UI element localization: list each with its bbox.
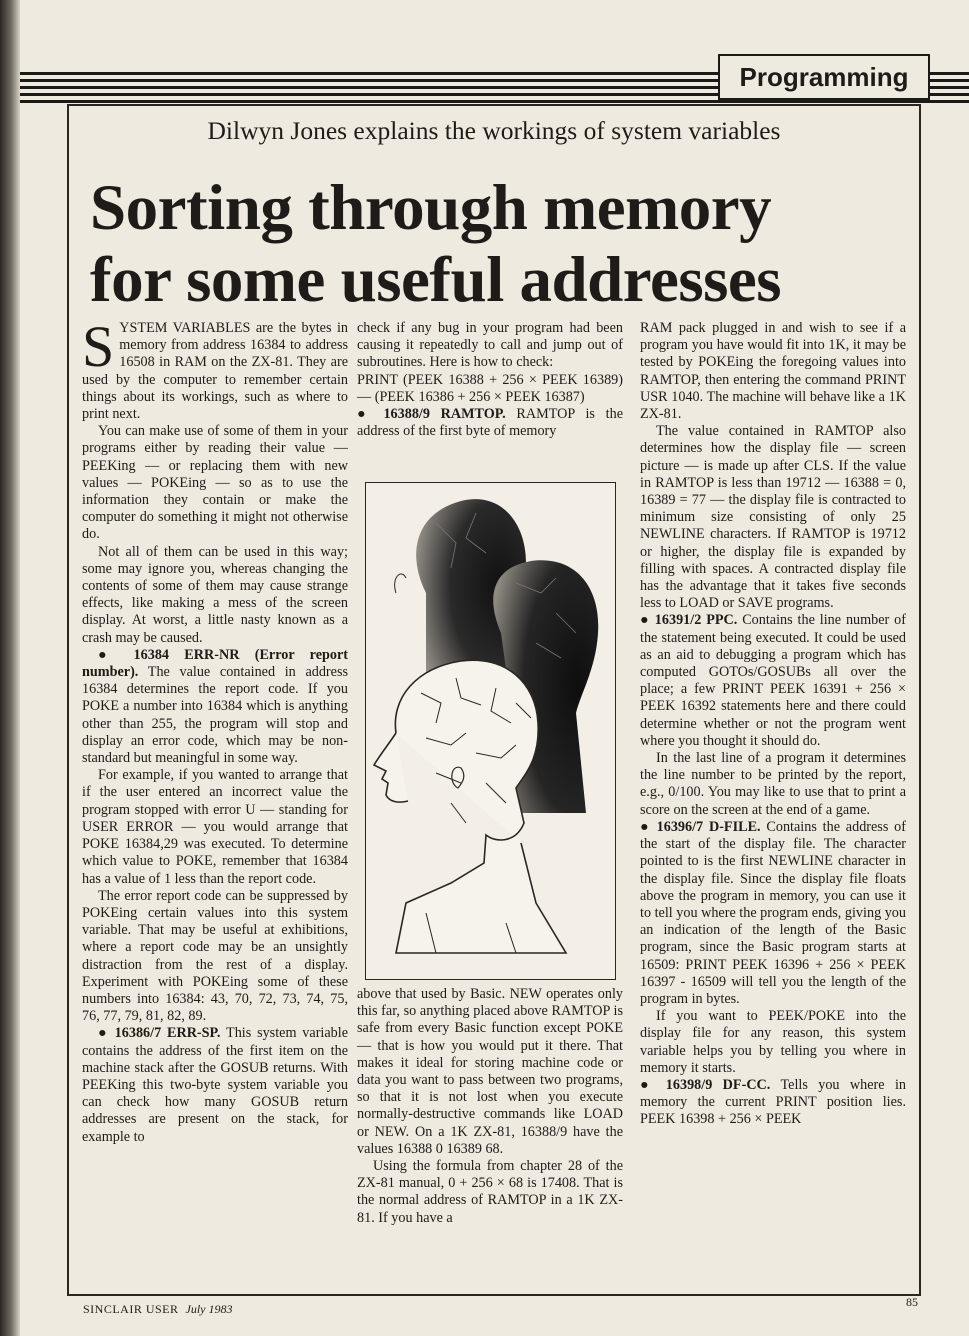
paragraph-text: RAMTOP is the address of the first byte of memory <box>357 406 624 440</box>
paragraph <box>357 1158 623 1227</box>
paragraph-text: You can make use of some of them in your programs either by reading their value — PEEKing — or replacing them with new values — POKEing — so as to use the information they contain or make the computer do something it might not otherwise do. <box>82 423 348 543</box>
paragraph-text: Using the formula from chapter 28 of the ZX-81 manual, 0 + 256 × 68 is 17408. That is the normal address of RAMTOP in a 1K ZX-81. If you have a <box>357 1158 623 1226</box>
magazine-name: SINCLAIR USER <box>83 1302 179 1316</box>
paragraph-text: Not all of them can be used in this way; some may ignore you, whereas changing the contents of some of them may cause strange effects, like making a mess of the screen display. At worst, a little nasty known as a crash may be caused. <box>82 543 348 646</box>
paragraph <box>640 423 906 612</box>
page-number: 85 <box>906 1295 918 1309</box>
paragraph <box>640 1008 906 1077</box>
paragraph-text: check if any bug in your program had been causing it repeatedly to call and jump out of subroutines. Here is how to check: <box>357 320 623 371</box>
footer-credit <box>83 1302 233 1317</box>
paragraph-text: PRINT (PEEK 16388 + 256 × PEEK 16389) — (PEEK 16386 + 256 × PEEK 16387) <box>357 371 623 405</box>
variable-heading: ● 16384 ERR-NR (Error report number). <box>82 646 348 681</box>
column-2-top <box>357 320 623 440</box>
paragraph <box>82 1025 348 1145</box>
profile-heads-drawing <box>366 483 614 978</box>
page-binding-shadow <box>0 0 20 1336</box>
paragraph-text: Tells you where in memory the current PRINT position lies. PEEK 16398 + 256 × PEEK <box>640 1076 906 1128</box>
paragraph <box>640 819 906 1008</box>
paragraph-text: In the last line of a program it determines the line number to be printed by the report, e.g., 0/100. You may like to use that to print a score on the screen at the end of a game. <box>640 750 906 818</box>
paragraph <box>82 767 348 887</box>
headline <box>90 172 910 316</box>
paragraph <box>82 647 348 767</box>
paragraph-text: The value contained in RAMTOP also determines how the display file — screen picture — is made up after CLS. If the value in RAMTOP is less than 19712 — 16388 = 0, 16389 = 77 — the display file is contracted to minimum size consisting of only 25 NEWLINE characters. If RAMTOP is 19712 or higher, the display file is expanded by filling with spaces. A contracted display file has the advantage that it takes five seconds less to LOAD or SAVE programs. <box>640 423 906 612</box>
paragraph <box>357 320 623 372</box>
paragraph-text: RAM pack plugged in and wish to see if a program you have would fit into 1K, it may be tested by POKEing the foregoing values into RAMTOP, then entering the command PRINT USR 1040. The machine will behave like a 1K ZX-81. <box>640 320 906 423</box>
paragraph <box>357 372 623 406</box>
paragraph-text: YSTEM VARIABLES are the bytes in memory from address 16384 to address 16508 in RAM on the ZX-81. They are used by the computer to remember certain things about its workings, such as where to print next. <box>82 320 348 423</box>
paragraph-text: above that used by Basic. NEW operates only this far, so anything placed above RAMTOP is safe from every Basic function except POKE — that is how you would put it there. That makes it ideal for storing machine code or data you want to pass between two programs, so that it is not lost when you execute normally-destructive commands like LOAD or NEW. On a 1K ZX-81, 16388/9 have the values 16388 0 16389 68. <box>357 986 623 1157</box>
variable-heading: ● 16388/9 RAMTOP. <box>357 406 506 423</box>
paragraph-text: Contains the line number of the statement being executed. It could be used as an aid to debugging a program which has computed GOTOs/GOSUBs all over the place; a few PRINT PEEK 16391 + 256 × PEEK 16392 statements here and there could determine whether or not the program went where you thought it should do. <box>640 612 906 749</box>
paragraph <box>82 888 348 1026</box>
paragraph <box>82 423 348 543</box>
variable-heading: ● 16391/2 PPC. <box>640 612 738 629</box>
section-tag: Programming <box>718 54 930 100</box>
variable-heading: ● 16398/9 DF-CC. <box>640 1076 771 1093</box>
paragraph-text: If you want to PEEK/POKE into the display file for any reason, this system variable helps you by telling you where in memory it starts. <box>640 1008 906 1076</box>
paragraph <box>640 320 906 423</box>
variable-heading: ● 16396/7 D-FILE. <box>640 818 761 835</box>
paragraph <box>82 544 348 647</box>
paragraph-text: This system variable contains the address of the first item on the machine stack after the GOSUB returns. With PEEKing this two-byte system variable you can check how many GOSUB return addresses are present on the stack, for example to <box>82 1025 348 1145</box>
headline-line-2: for some useful addresses <box>90 244 782 316</box>
headline-line-1: Sorting through memory <box>90 172 772 244</box>
heads-illustration <box>365 482 616 980</box>
drop-cap: S <box>82 314 115 379</box>
paragraph <box>640 750 906 819</box>
paragraph <box>640 612 906 750</box>
paragraph <box>640 1077 906 1129</box>
variable-heading: ● 16386/7 ERR-SP. <box>98 1025 221 1042</box>
paragraph <box>357 406 623 440</box>
column-1 <box>82 314 348 1146</box>
paragraph-text: Contains the address of the start of the display file. The character pointed to is the first NEWLINE character in the display file. Since the display file floats above the program in memory, you can use it to tell you where the program ends, giving you an indication of the length of the Basic program, since the Basic program starts at 16509: PRINT PEEK 16396 + 256 × PEEK 16397 - 16509 will tell you the length of the program in bytes. <box>640 818 906 1007</box>
paragraph-text: For example, if you wanted to arrange that if the user entered an incorrect value the program stopped with error U — standing for USER ERROR — you would arrange that POKE 16384,29 was executed. To determine which value to POKE, remember that 16384 has a value of 1 less than the report code. <box>82 767 348 887</box>
paragraph-text: The error report code can be suppressed by POKEing certain values into this system variable. That may be useful at exhibitions, where a report code may be an unsightly distraction from the rest of a display. Experiment with POKEing some of these numbers into 16384: 43, 70, 72, 73, 74, 75, 76, 77, 79, 81, 82, 89. <box>82 887 348 1025</box>
paragraph <box>357 986 623 1158</box>
paragraph-text: The value contained in address 16384 determines the report code. If you POKE a number into 16384 which is anything other than 255, the program will stop and display an error code, which may be non-standard but meaningful in some way. <box>82 664 348 767</box>
paragraph <box>82 314 348 423</box>
column-2-bottom <box>357 986 623 1227</box>
issue-date: July 1983 <box>185 1302 233 1316</box>
column-3 <box>640 320 906 1129</box>
standfirst: Dilwyn Jones explains the workings of system variables <box>207 116 781 145</box>
